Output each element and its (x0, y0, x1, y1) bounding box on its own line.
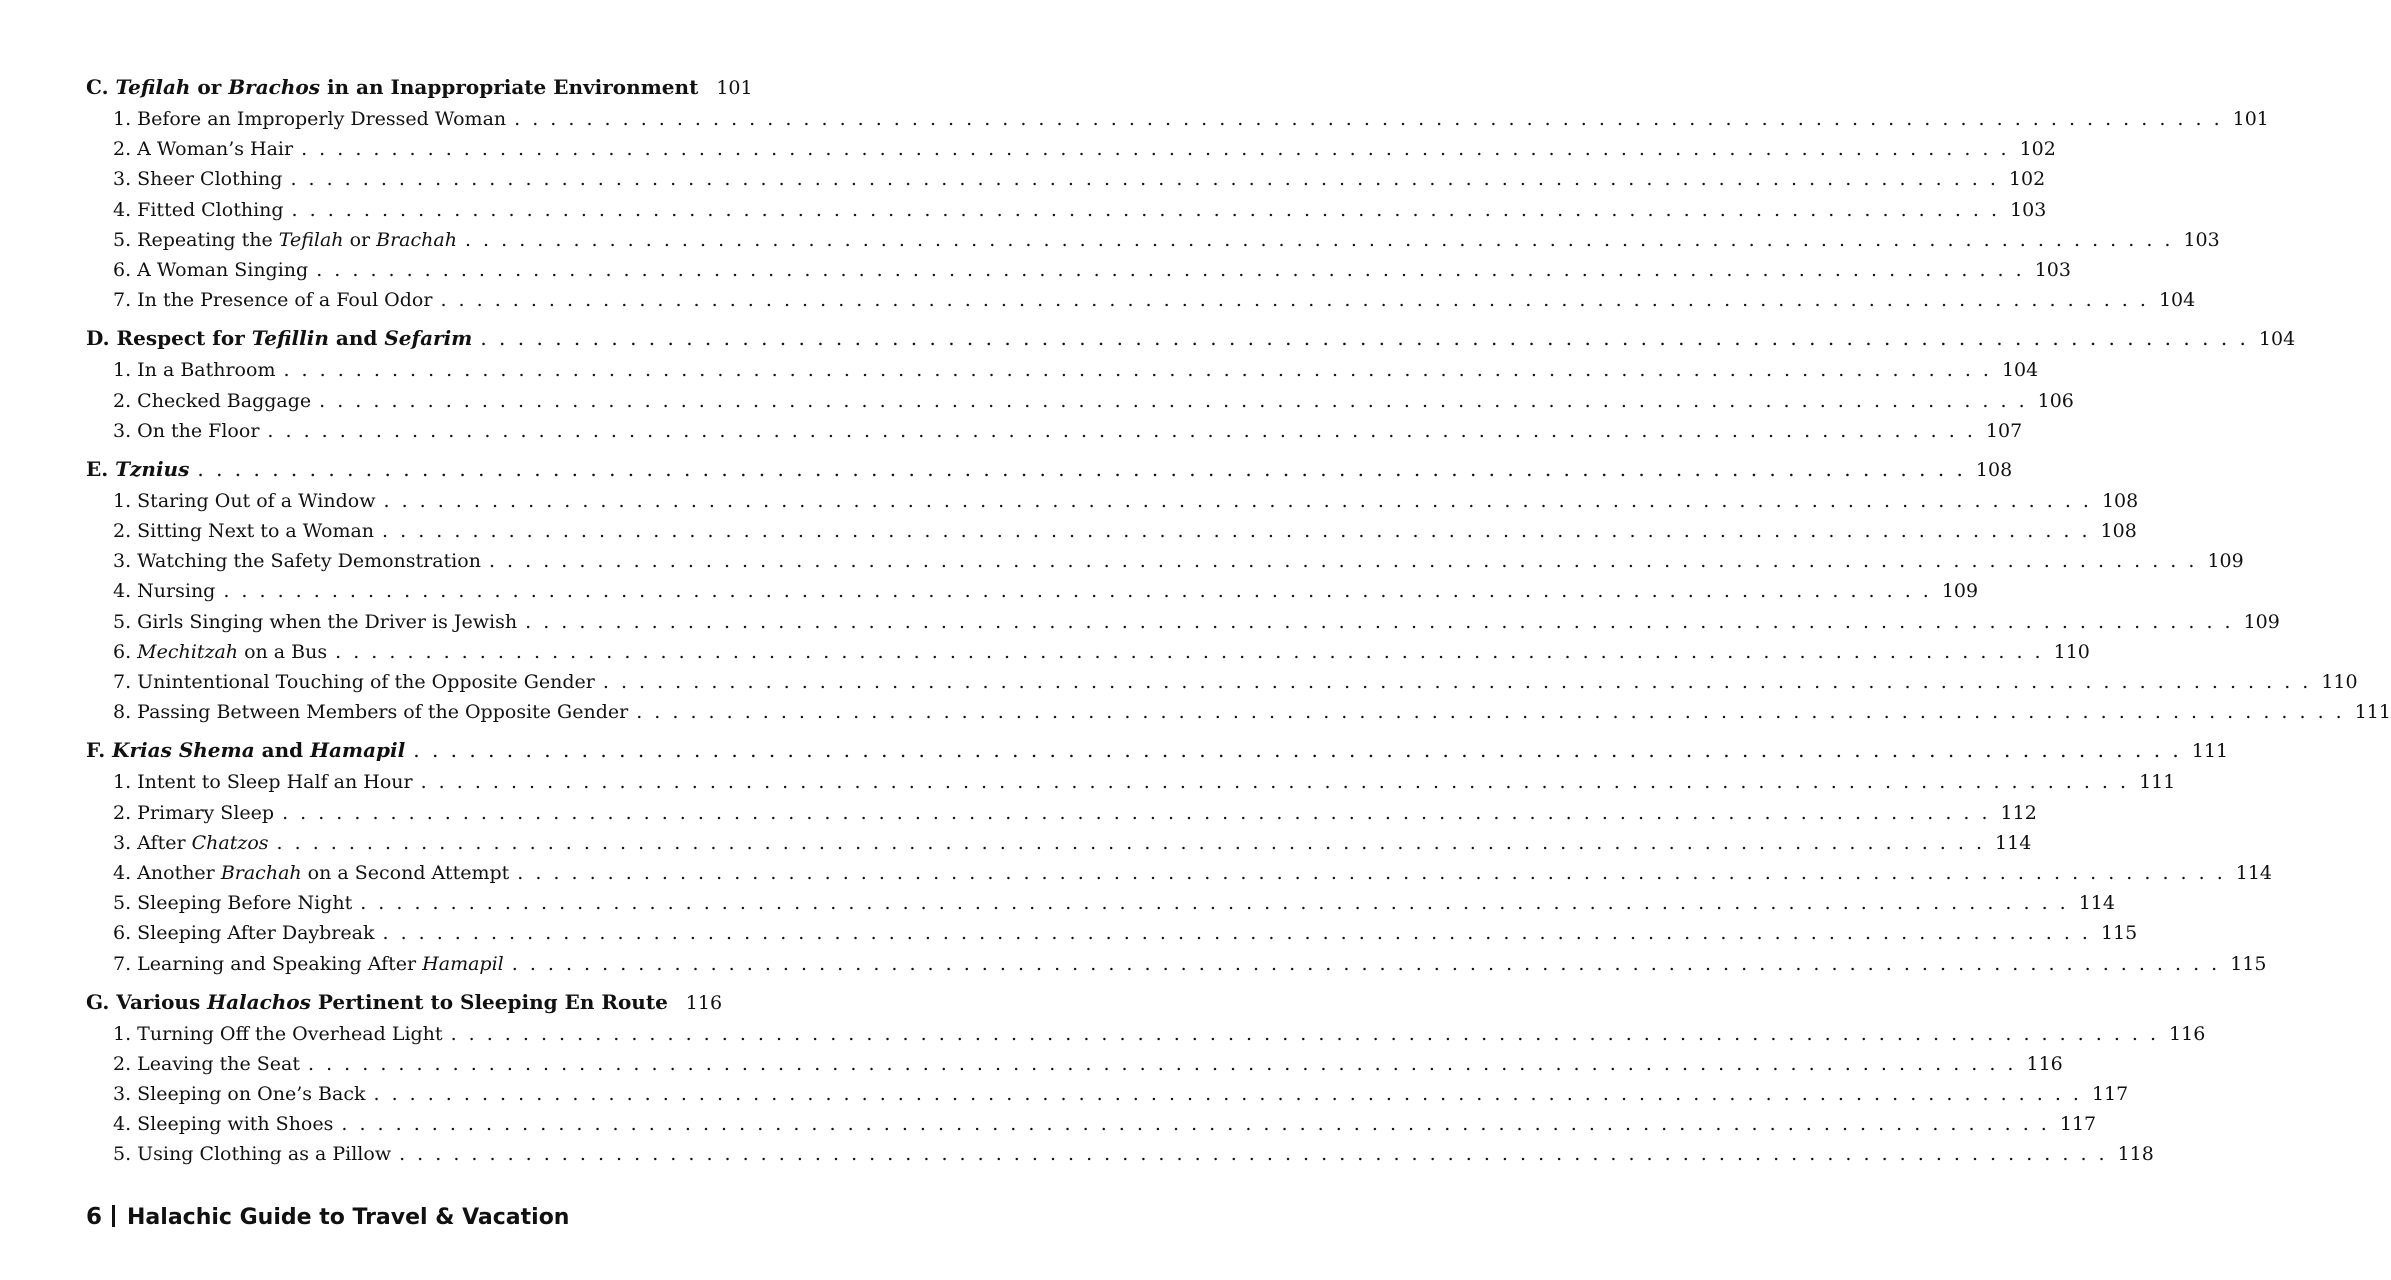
toc-section (86, 452, 2391, 728)
toc-entry (86, 798, 2037, 828)
title-text: 5. Sleeping Before Night (113, 892, 353, 915)
title-text: 5. Girls Singing when the Driver is Jewish (113, 610, 518, 633)
title-text: 1. Turning Off the Overhead Light (113, 1022, 443, 1045)
entry-title (86, 452, 189, 486)
title-text: 2. Leaving the Seat (113, 1052, 300, 1075)
table-of-contents (86, 70, 2391, 1176)
toc-entry (86, 195, 2047, 225)
footer-divider (112, 1205, 115, 1227)
title-text: or (190, 75, 229, 99)
italic-term: Krias Shema (112, 738, 255, 763)
toc-entry (86, 134, 2056, 164)
dot-leader (517, 858, 2225, 888)
entry-title (113, 667, 595, 697)
section-heading (86, 70, 753, 104)
entry-title (113, 546, 481, 576)
toc-entry (86, 767, 2176, 797)
italic-term: Tefilah (278, 228, 344, 251)
page-ref: 116 (2026, 1052, 2063, 1075)
dot-leader (283, 355, 1991, 385)
title-text: 1. In a Bathroom (113, 359, 276, 382)
toc-entry (86, 416, 2023, 446)
dot-leader (382, 918, 2090, 948)
page-ref: 108 (1975, 458, 2013, 481)
dot-leader (316, 255, 2024, 285)
italic-term: Brachah (376, 228, 457, 251)
title-text: 3. Watching the Safety Demonstration (113, 550, 481, 573)
title-text: 2. Checked Baggage (113, 389, 312, 412)
dot-leader (301, 134, 2009, 164)
italic-term: Mechitzah (137, 640, 239, 663)
title-text: F. (86, 738, 113, 763)
toc-section (86, 985, 2206, 1170)
entry-title (113, 697, 628, 727)
page-ref: 116 (2169, 1022, 2206, 1045)
page-ref: 117 (2059, 1113, 2097, 1136)
title-text: 3. After (113, 831, 192, 854)
page-ref: 109 (1941, 580, 1979, 603)
entry-title (113, 949, 504, 979)
toc-entry (86, 828, 2032, 858)
page-ref: 104 (2158, 289, 2196, 312)
title-text: 6. Sleeping After Daybreak (113, 922, 375, 945)
page-ref: 102 (2008, 168, 2046, 191)
title-text: in an Inappropriate Environment (319, 75, 699, 99)
italic-term: Tefilah (115, 75, 191, 99)
title-text: 8. Passing Between Members of the Opposite Gender (113, 701, 629, 724)
dot-leader (512, 949, 2220, 979)
title-text: E. (86, 456, 116, 481)
title-text: on a Bus (238, 640, 328, 663)
page-ref: 114 (1995, 831, 2032, 854)
toc-entry (86, 1019, 2206, 1049)
page-footer (86, 1204, 569, 1230)
toc-entry (86, 607, 2280, 637)
toc-entry (86, 104, 2269, 134)
toc-entry (86, 576, 1979, 606)
entry-title (113, 767, 413, 797)
page-number: 6 (86, 1204, 103, 1230)
toc-entry (86, 667, 2358, 697)
title-text: and (328, 326, 385, 351)
dot-leader (489, 546, 2197, 576)
italic-term: Brachos (228, 75, 320, 99)
page-ref: 110 (2053, 640, 2090, 663)
dot-leader (290, 164, 1998, 194)
dot-leader (292, 195, 2000, 225)
page-ref: 117 (2091, 1083, 2129, 1106)
book-title: Halachic Guide to Travel & Vacation (127, 1205, 570, 1230)
page-ref: 116 (685, 991, 723, 1014)
title-text: 3. Sheer Clothing (113, 168, 283, 191)
dot-leader (514, 104, 2222, 134)
dot-leader (373, 1079, 2081, 1109)
dot-leader (319, 386, 2027, 416)
title-text: 5. Using Clothing as a Pillow (113, 1143, 392, 1166)
dot-leader (383, 486, 2091, 516)
page-ref: 103 (2010, 198, 2047, 221)
section-heading (86, 452, 2013, 486)
italic-term: Hamapil (310, 738, 406, 763)
entry-title (113, 798, 274, 828)
title-text: 6. A Woman Singing (113, 258, 309, 281)
entry-title (113, 1019, 443, 1049)
page-ref: 101 (2232, 108, 2269, 130)
entry-title (86, 733, 405, 767)
dot-leader (277, 828, 1985, 858)
title-text: 4. Another (113, 861, 221, 884)
toc-entry (86, 1109, 2097, 1139)
entry-title (113, 1079, 365, 1109)
entry-title (113, 1139, 391, 1169)
entry-title (113, 164, 282, 194)
title-text: G. Various (86, 989, 208, 1014)
entry-title (113, 416, 259, 446)
dot-leader (282, 798, 1990, 828)
title-text: 1. Staring Out of a Window (113, 489, 376, 512)
title-text: 4. Fitted Clothing (113, 198, 284, 221)
italic-term: Hamapil (422, 952, 504, 975)
toc-entry (86, 355, 2039, 385)
toc-entry (86, 516, 2137, 546)
entry-title (86, 985, 668, 1019)
page-ref: 104 (2001, 359, 2039, 382)
toc-entry (86, 164, 2046, 194)
title-text: 6. (113, 640, 138, 663)
title-text: C. (86, 75, 116, 99)
dot-leader (525, 607, 2233, 637)
dot-leader (603, 667, 2311, 697)
entry-title (113, 828, 269, 858)
dot-leader (465, 225, 2173, 255)
title-text: 3. On the Floor (113, 419, 260, 442)
page-ref: 118 (2117, 1143, 2154, 1166)
toc-entry (86, 255, 2071, 285)
dot-leader (267, 416, 1975, 446)
dot-leader (223, 576, 1931, 606)
toc-entry (86, 888, 2115, 918)
entry-title (113, 516, 374, 546)
page-ref: 103 (2034, 258, 2071, 281)
dot-leader (360, 888, 2068, 918)
page-ref: 109 (2207, 550, 2244, 573)
page-ref: 103 (2183, 228, 2220, 251)
page-ref: 106 (2037, 389, 2074, 412)
entry-title (113, 918, 374, 948)
italic-term: Tznius (115, 456, 190, 481)
title-text: D. Respect for (86, 326, 252, 351)
toc-entry (86, 858, 2273, 888)
section-heading (86, 985, 723, 1019)
entry-title (113, 1049, 300, 1079)
page-ref: 115 (2100, 922, 2138, 945)
title-text: Pertinent to Sleeping En Route (310, 989, 668, 1014)
title-text: on a Second Attempt (301, 861, 510, 884)
page-ref: 111 (2191, 740, 2229, 763)
entry-title (113, 355, 275, 385)
entry-title (113, 607, 517, 637)
dot-leader (636, 697, 2344, 727)
page-ref: 109 (2243, 610, 2280, 633)
italic-term: Chatzos (191, 831, 269, 854)
title-text: 5. Repeating the (113, 228, 279, 251)
dot-leader (421, 767, 2129, 797)
entry-title (113, 386, 311, 416)
title-text: 2. Sitting Next to a Woman (113, 520, 375, 543)
italic-term: Brachah (220, 861, 302, 884)
toc-entry (86, 285, 2196, 315)
page-ref: 112 (2000, 801, 2037, 824)
entry-title (113, 225, 457, 255)
entry-title (113, 134, 293, 164)
entry-title (113, 637, 327, 667)
toc-entry (86, 386, 2074, 416)
title-text: 1. Intent to Sleep Half an Hour (113, 771, 413, 794)
entry-title (113, 285, 432, 315)
title-text: or (343, 228, 377, 251)
toc-section (86, 70, 2269, 315)
dot-leader (308, 1049, 2016, 1079)
dot-leader (197, 452, 1966, 486)
italic-term: Halachos (207, 989, 311, 1014)
entry-title (113, 195, 284, 225)
title-text: 2. A Woman’s Hair (113, 138, 294, 161)
italic-term: Sefarim (384, 326, 473, 351)
dot-leader (413, 733, 2182, 767)
page-ref: 111 (2139, 771, 2176, 794)
entry-title (113, 104, 506, 134)
page-ref: 111 (2354, 701, 2391, 724)
toc-entry (86, 637, 2090, 667)
page-ref: 102 (2019, 138, 2056, 161)
page-ref: 110 (2321, 671, 2358, 693)
page-ref: 114 (2235, 861, 2273, 884)
title-text: 1. Before an Improperly Dressed Woman (113, 108, 507, 130)
section-heading (86, 321, 2296, 355)
entry-title (86, 321, 472, 355)
title-text: 4. Sleeping with Shoes (113, 1113, 334, 1136)
toc-section (86, 733, 2273, 978)
toc-entry (86, 1139, 2154, 1169)
toc-entry (86, 697, 2391, 727)
page-ref: 104 (2258, 328, 2296, 351)
page-ref: 114 (2078, 892, 2115, 915)
toc-entry (86, 918, 2138, 948)
italic-term: Tefillin (251, 326, 329, 351)
toc-entry (86, 1049, 2063, 1079)
entry-title (113, 255, 308, 285)
entry-title (113, 1109, 333, 1139)
title-text: 4. Nursing (113, 580, 216, 603)
section-heading (86, 733, 2229, 767)
title-text: 7. Unintentional Touching of the Opposite Gender (113, 671, 595, 693)
title-text: 7. Learning and Speaking After (113, 952, 423, 975)
toc-entry (86, 949, 2267, 979)
page-ref: 101 (716, 77, 753, 99)
dot-leader (440, 285, 2148, 315)
title-text: and (254, 738, 311, 763)
entry-title (113, 888, 352, 918)
dot-leader (341, 1109, 2049, 1139)
entry-title (113, 576, 215, 606)
page-ref: 108 (2100, 520, 2137, 543)
entry-title (113, 486, 375, 516)
toc-entry (86, 486, 2139, 516)
toc-entry (86, 546, 2244, 576)
dot-leader (451, 1019, 2159, 1049)
toc-section (86, 321, 2296, 446)
title-text: 2. Primary Sleep (113, 801, 275, 824)
entry-title (113, 858, 509, 888)
dot-leader (399, 1139, 2107, 1169)
page-ref: 108 (2101, 489, 2139, 512)
dot-leader (382, 516, 2090, 546)
title-text: 3. Sleeping on One’s Back (113, 1083, 366, 1106)
toc-entry (86, 225, 2220, 255)
toc-entry (86, 1079, 2129, 1109)
dot-leader (335, 637, 2043, 667)
page-ref: 107 (1985, 419, 2023, 442)
entry-title (86, 70, 698, 104)
title-text: 7. In the Presence of a Foul Odor (113, 289, 433, 312)
page-ref: 115 (2230, 952, 2267, 975)
dot-leader (480, 321, 2249, 355)
